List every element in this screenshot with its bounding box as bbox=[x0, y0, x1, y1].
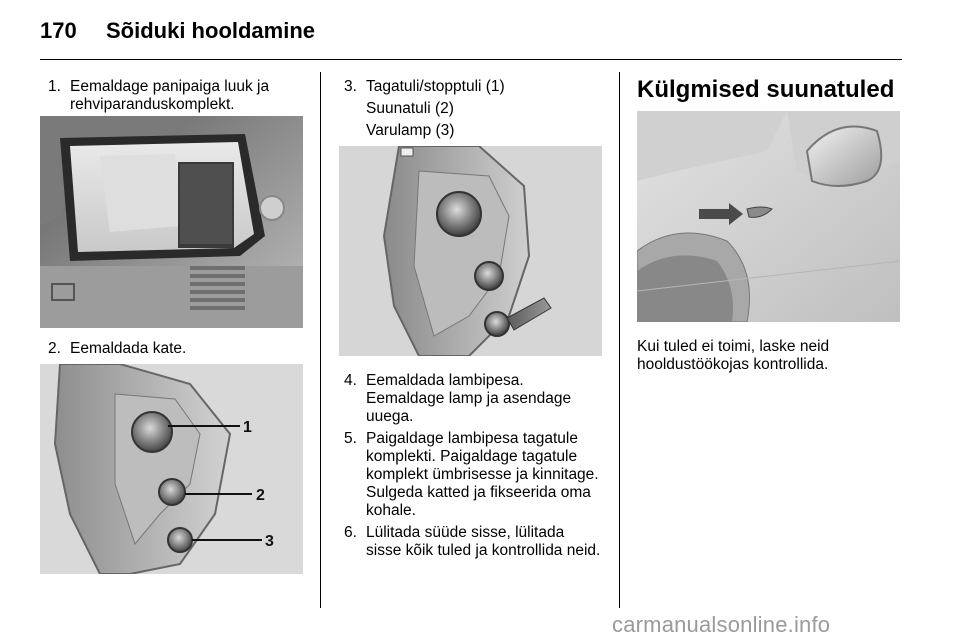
text-line: rehviparanduskomplekt. bbox=[70, 96, 235, 113]
step-number: 5. bbox=[344, 430, 357, 447]
text-line: Eemaldage lamp ja asendage bbox=[366, 390, 572, 407]
text-line: Lülitada süüde sisse, lülitada bbox=[366, 524, 565, 541]
text-line: komplekti. Paigaldage tagatule bbox=[366, 448, 578, 465]
text-line: uuega. bbox=[366, 408, 414, 425]
step-text bbox=[366, 372, 571, 426]
text-line: Kui tuled ei toimi, laske neid bbox=[637, 338, 830, 355]
figure-bulb-removal bbox=[339, 146, 602, 356]
page-number: 170 bbox=[40, 18, 77, 43]
text-line: Eemaldage panipaiga luuk ja bbox=[70, 78, 270, 95]
step-number: 4. bbox=[344, 372, 357, 389]
step-text bbox=[366, 78, 505, 140]
section-heading: Külgmised suunatuled bbox=[637, 76, 895, 103]
step-number: 6. bbox=[344, 524, 357, 541]
page-title: Sõiduki hooldamine bbox=[106, 18, 316, 43]
text-line: Paigaldage lambipesa tagatule bbox=[366, 430, 578, 447]
step-text bbox=[366, 524, 600, 560]
section-paragraph bbox=[637, 338, 829, 374]
watermark: carmanualsonline.info bbox=[612, 612, 831, 637]
text-line: Tagatuli/stopptuli (1) bbox=[366, 78, 505, 95]
text-line: kohale. bbox=[366, 502, 416, 519]
figure-side-indicator bbox=[637, 111, 900, 322]
text-line: Eemaldada lambipesa. bbox=[366, 372, 524, 389]
text-line: hooldustöökojas kontrollida. bbox=[637, 356, 829, 373]
step-number: 2. bbox=[48, 340, 61, 357]
text-line: komplekt ümbrisesse ja kinnitage. bbox=[366, 466, 599, 483]
header-rule bbox=[40, 59, 902, 60]
callout-2: 2 bbox=[256, 487, 265, 504]
step-text bbox=[70, 340, 186, 358]
step-text bbox=[70, 78, 269, 114]
text-line: Varulamp (3) bbox=[366, 122, 455, 139]
text-line: Eemaldada kate. bbox=[70, 340, 187, 357]
callout-3: 3 bbox=[265, 533, 274, 550]
text-line: sisse kõik tuled ja kontrollida neid. bbox=[366, 542, 601, 559]
text-line: Suunatuli (2) bbox=[366, 100, 454, 117]
column-divider-left bbox=[320, 72, 321, 608]
step-number: 3. bbox=[344, 78, 357, 95]
step-text bbox=[366, 430, 599, 520]
step-number: 1. bbox=[48, 78, 61, 95]
figure-storage-compartment bbox=[40, 116, 303, 328]
column-divider-right bbox=[619, 72, 620, 608]
text-line: Sulgeda katted ja fikseerida oma bbox=[366, 484, 591, 501]
figure-lamp-sockets bbox=[40, 364, 303, 574]
callout-1: 1 bbox=[243, 419, 252, 436]
